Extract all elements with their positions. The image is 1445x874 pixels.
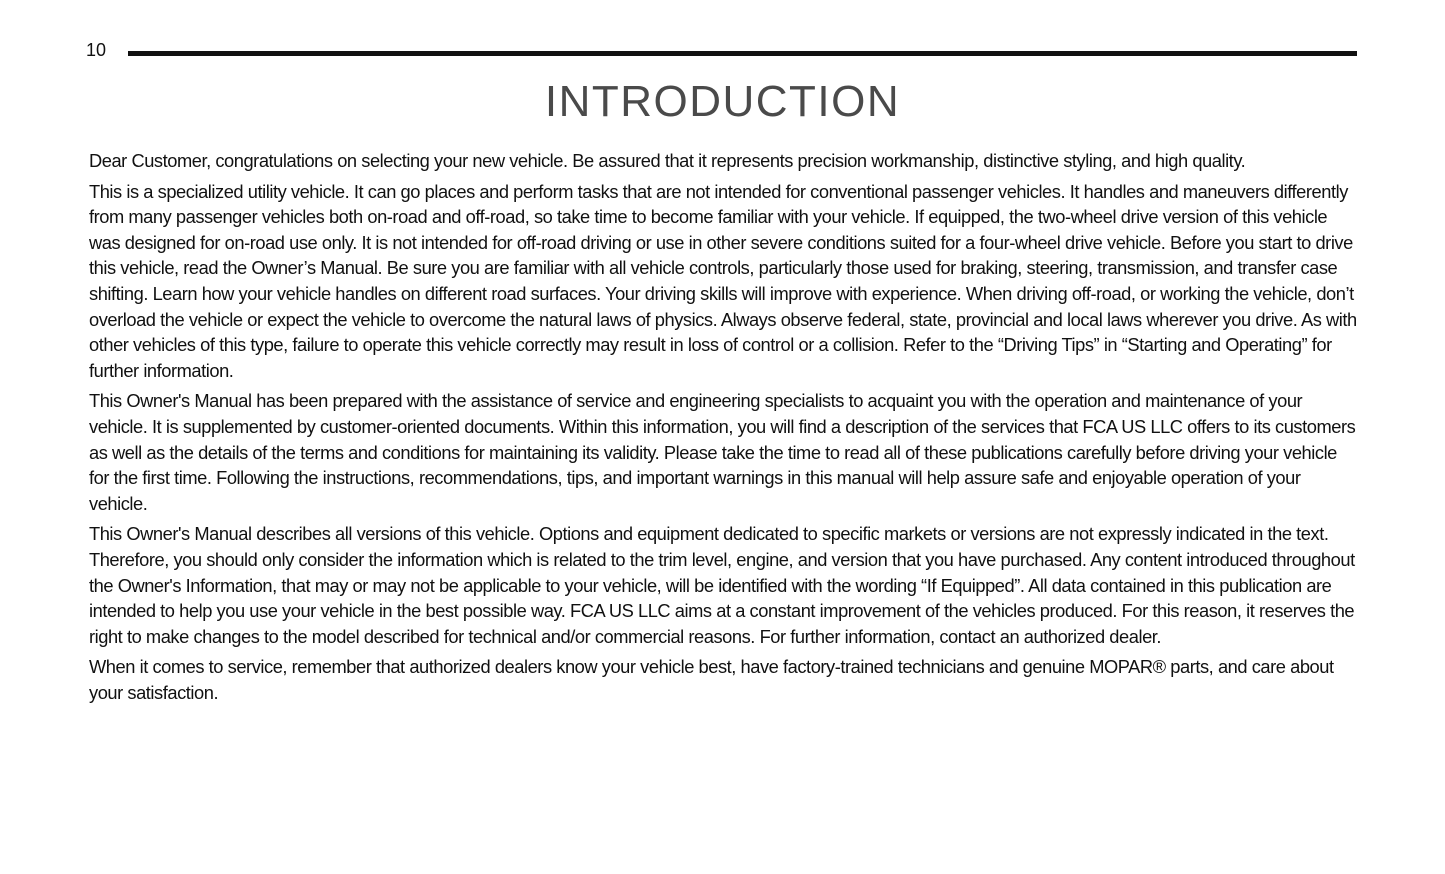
header-rule <box>128 51 1357 56</box>
paragraph-manual-purpose: This Owner's Manual has been prepared with the assistance of service and engineering specialists to acquaint you with the operation and maintenance of your vehicle. It is supplemented by customer-oriented documents. Within this information, you will find a description of the services that FCA US LLC offers to its customers as well as the details of the terms and conditions for maintaining its validity. Please take the time to read all of these publications carefully before driving your vehicle for the first time. Following the instructions, recommendations, tips, and important warnings in this manual will help assure safe and enjoyable operation of your vehicle. <box>89 390 1356 514</box>
paragraph-greeting: Dear Customer, congratulations on selecting your new vehicle. Be assured that it represents precision workmanship, distinctive styling, and high quality. <box>89 150 1246 171</box>
paragraph-utility-vehicle: This is a specialized utility vehicle. It can go places and perform tasks that are not intended for conventional passenger vehicles. It handles and maneuvers differently from many passenger vehicles both on-road and off-road, so take time to become familiar with your vehicle. If equipped, the two-wheel drive version of this vehicle was designed for on-road use only. It is not intended for off-road driving or use in other severe conditions suited for a four-wheel drive vehicle. Before you start to drive this vehicle, read the Owner’s Manual. Be sure you are familiar with all vehicle controls, particularly those used for braking, steering, transmission, and transfer case shifting. Learn how your vehicle handles on different road surfaces. Your driving skills will improve with experience. When driving off-road, or working the vehicle, don’t overload the vehicle or expect the vehicle to overcome the natural laws of physics. Always observe federal, state, provincial and local laws wherever you drive. As with other vehicles of this type, failure to operate this vehicle correctly may result in loss of control or a collision. Refer to the “Driving Tips” in “Starting and Operating” for further information. <box>89 180 1357 381</box>
page-number: 10 <box>86 40 107 60</box>
paragraph-versions: This Owner's Manual describes all versions of this vehicle. Options and equipment dedicated to specific markets or versions are not expressly indicated in the text. Therefore, you should only consider the information which is related to the trim level, engine, and version that you have purchased. Any content introduced throughout the Owner's Information, that may or may not be applicable to your vehicle, will be identified with the wording “If Equipped”. All data contained in this publication are intended to help you use your vehicle in the best possible way. FCA US LLC aims at a constant improvement of the vehicles produced. For this reason, it reserves the right to make changes to the model described for technical and/or commercial reasons. For further information, contact an authorized dealer. <box>89 523 1355 647</box>
paragraph-service: When it comes to service, remember that authorized dealers know your vehicle best, have factory-trained technicians and genuine MOPAR® parts, and care about your satisfaction. <box>89 656 1334 703</box>
page-title: INTRODUCTION <box>544 77 901 126</box>
body-text <box>89 148 1357 710</box>
